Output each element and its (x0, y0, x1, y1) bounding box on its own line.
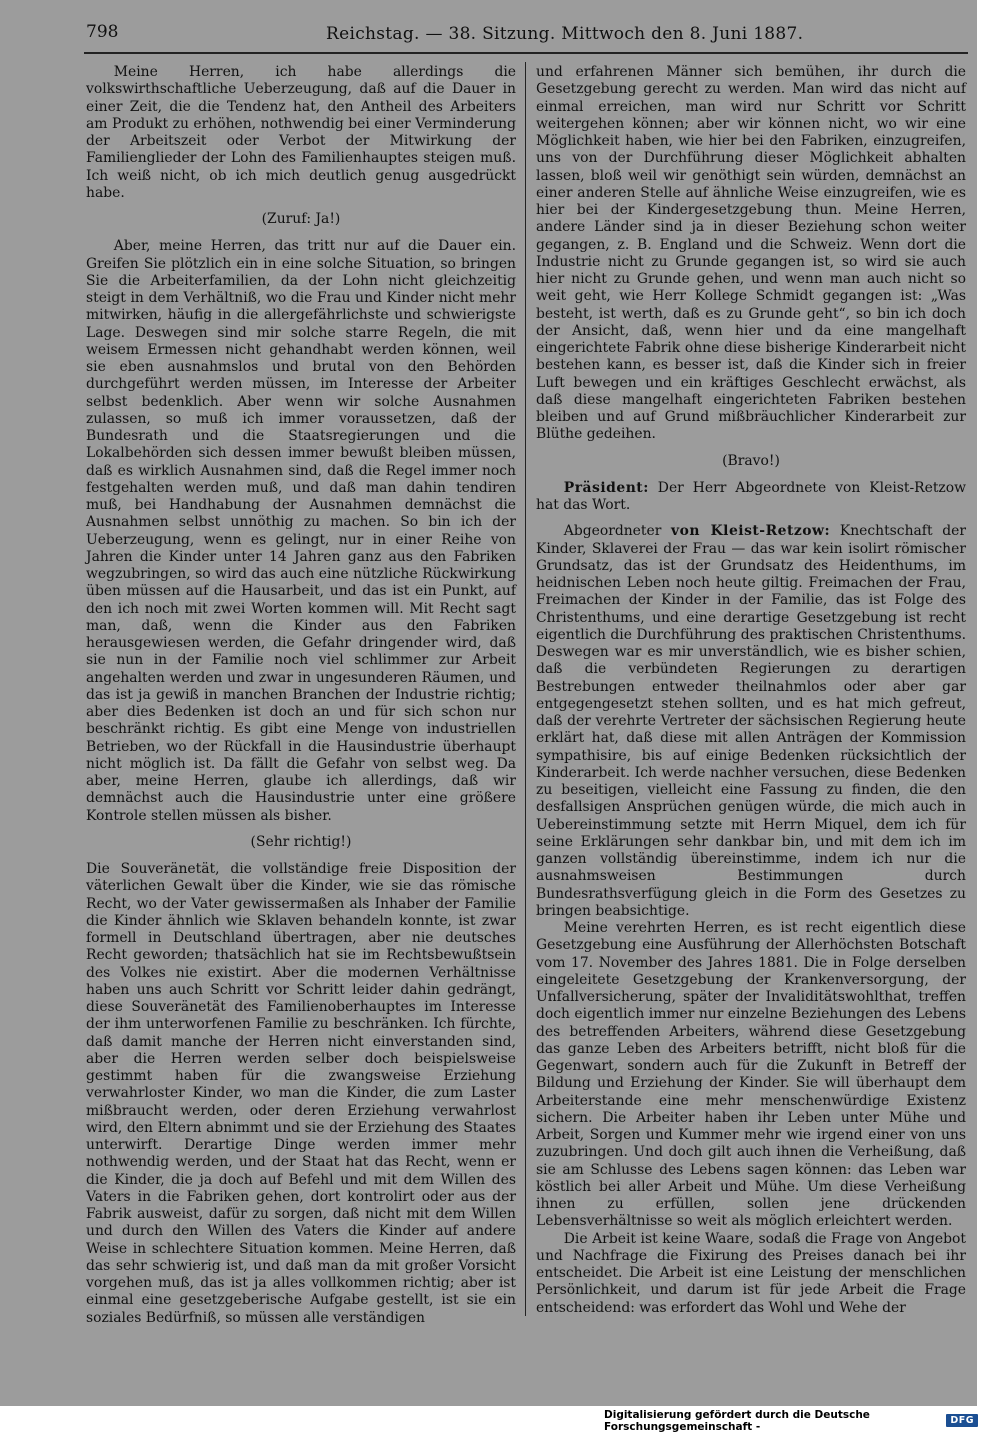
interjection: (Sehr richtig!) (250, 833, 352, 850)
digitization-footer (604, 1408, 978, 1433)
page-number: 798 (86, 22, 119, 42)
speaker-label-president: Präsident: (563, 479, 649, 496)
speaker-name: von Kleist-Retzow: (671, 523, 831, 540)
speaker-prefix: Abgeordneter (563, 523, 672, 540)
header-rule (84, 52, 968, 54)
president-text: Der Herr Abgeordnete von Kleist-Retzow hat das Wort. (536, 479, 966, 513)
paragraph: Meine Herren, ich habe allerdings die volkswirthschaftliche Ueberzeugung, daß auf die Dauer in einer Zeit, die die Tendenz hat, den Antheil des Arbeiters am Produkt zu erhöhen, nothwendig bei einer Verminderung der Arbeitszeit oder Verbot der Mitwirkung der Familienglieder der Lohn des Familienhauptes steigen muß. Ich weiß nicht, ob ich mich deutlich genug ausgedrückt habe. (86, 64, 516, 201)
paragraph: Aber, meine Herren, das tritt nur auf die Dauer ein. Greifen Sie plötzlich ein in eine solche Situation, so bringen Sie die Arbeiterfamilien, da der Lohn nicht gleichzeitig steigt in dem Verhältniß, wo die Frau und Kinder nicht mehr mitwirken, häufig in die allergefährlichste und schwierigste Lage. Deswegen sind mir solche starre Regeln, die mit weisem Ermessen nicht gehandhabt werden können, weil sie eben ausnahmslos und brutal von den Behörden durchgeführt werden müssen, im Interesse der Arbeiter selbst bedenklich. Aber wenn wir solche Ausnahmen zulassen, so muß ich immer voraussetzen, daß der Bundesrath und die Staatsregierungen und die Lokalbehörden sich dessen immer bewußt bleiben müssen, daß es wirklich Ausnahmen sind, daß die Regel immer noch festgehalten werden muß, und daß man dahin tendiren muß, bei Handhabung der Ausnahmen demnächst die Ausnahmen selbst unnöthig zu machen. So bin ich der Ueberzeugung, wenn es gelingt, nur in einer Reihe von Jahren die Kinder unter 14 Jahren ganz aus den Fabriken wegzubringen, so wird das auch eine nützliche Rückwirkung üben müssen auf die Hausarbeit, und das ist ein Punkt, auf den ich noch mit zwei Worten kommen will. Mit Recht sagt man, daß, wenn die Kinder aus den Fabriken herausgewiesen werden, die Gefahr dringender wird, daß sie nun in der Familie noch viel schlimmer zur Arbeit angehalten werden und zwar in ungesunderen Räumen, und das ist ja gewiß in manchen Branchen der Industrie richtig; aber dies Bedenken ist doch an und für sich schon nur beschränkt richtig. Es gibt eine Menge von industriellen Betrieben, wo der Rückfall in die Hausindustrie überhaupt nicht möglich ist. Da fällt die Gefahr von selbst weg. Da aber, meine Herren, glaube ich allerdings, daß wir demnächst auch die Hausindustrie unter eine größere Kontrole stellen müssen als bisher. (86, 238, 516, 824)
left-column (86, 64, 516, 1327)
interjection: (Bravo!) (722, 452, 780, 469)
column-divider (525, 62, 526, 1316)
president-paragraph (536, 480, 966, 515)
speech-paragraph (536, 523, 966, 920)
speech-text: Knechtschaft der Kinder, Sklaverei der Frau — das war kein isolirt römischer Grundsatz, das ist der Grundsatz des Heidenthums, im heidnischen Leben noch heute giltig. Freimachen der Frau, Freimachen der Kinder in der Familie, das ist Folge des Christenthums, und eine derartige Gesetzgebung ist recht eigentlich die Durchführung des praktischen Christenthums. Deswegen war es mir unverständlich, wie es bisher schien, daß die verbündeten Regierungen zu derartigen Bestrebungen entweder theilnahmlos oder aber gar entgegengesetzt stehen sollten, und es hat mich gefreut, daß der verehrte Vertreter der sächsischen Regierung heute erklärt hat, daß diese mit allen Anträgen der Kommission sympathisire, bis auf einige Bedenken rücksichtlich der Kinderarbeit. Ich werde nachher versuchen, diese Bedenken zu beseitigen, vielleicht eine Fassung zu finden, die den desfallsigen Ansprüchen genügen würde, die mich auch in Uebereinstimmung setzte mit Herrn Miquel, dem ich für seine Erklärungen sehr dankbar bin, und mit dem ich im ganzen vollständig übereinstimme, indem ich nur die ausnahmsweisen Bestimmungen durch Bundesrathsverfügung gleich in die Form des Gesetzes zu bringen beabsichtige. (536, 523, 966, 919)
paragraph: Die Souveränetät, die vollständige freie Disposition der väterlichen Gewalt über die Kinder, wie sie das römische Recht, wo der Vater gewissermaßen als Inhaber der Familie die Kinder ähnlich wie Sklaven behandeln konnte, ist zwar formell in Deutschland übertragen, aber nie deutsches Recht geworden; thatsächlich hat sie im Rechtsbewußtsein des Volkes nie existirt. Aber die modernen Verhältnisse haben uns auch Schritt vor Schritt leider dahin gedrängt, diese Souveränetät des Familienoberhauptes im Interesse der ihm unterworfenen Familie zu beschränken. Ich fürchte, daß damit manche der Herren nicht einverstanden sind, aber die Herren werden selber doch beispielsweise gestimmt haben für die zwangsweise Erziehung verwahrloster Kinder, wo man die Kinder, die zum Laster mißbraucht werden, oder deren Erziehung verwahrlost wird, den Eltern abnimmt und sie der Erziehung des Staates unterwirft. Derartige Dinge werden immer mehr nothwendig werden, und der Staat hat das Recht, wenn er die Kinder, die ja doch auf Befehl und mit dem Willen des Vaters in die Fabriken gehen, dort kontrolirt oder aus der Fabrik ausweist, dafür zu sorgen, daß nicht mit dem Willen und durch den Willen des Vaters die Kinder auf andere Weise in schlechtere Situation kommen. Meine Herren, daß das sehr schwierig ist, und daß man da mit großer Vorsicht vorgehen muß, das ist ja alles vollkommen richtig; aber ist einmal eine gesetzgeberische Aufgabe gestellt, ist sie ein soziales Bedürfniß, so müssen alle verständigen (86, 861, 516, 1326)
page-header (86, 20, 978, 48)
interjection: (Zuruf: Ja!) (261, 211, 341, 227)
dfg-logo: DFG (946, 1414, 978, 1427)
right-column (536, 64, 966, 1317)
paragraph: und erfahrenen Männer sich bemühen, ihr durch die Gesetzgebung gerecht zu werden. Man wird das nicht auf einmal erreichen, man wird nur Schritt vor Schritt weitergehen können; aber wir können nicht, wo wir eine Möglichkeit haben, wie hier bei den Fabriken, einzugreifen, uns von der Durchführung dieser Möglichkeit abhalten lassen, bloß weil wir genöthigt sein würden, demnächst an einer anderen Stelle auf ähnliche Weise einzugreifen, wie es hier bei der Kindergesetzgebung thun. Meine Herren, andere Länder sind ja in dieser Beziehung schon weiter gegangen, z. B. England und die Schweiz. Wenn dort die Industrie nicht zu Grunde gegangen ist, so wird sie auch hier nicht zu Grunde gehen, und wenn man auch nicht so weit geht, wie Herr Kollege Schmidt gegangen ist: „Was besteht, ist werth, daß es zu Grunde geht“, so bin ich doch der Ansicht, daß, wenn hier und da eine mangelhaft eingerichtete Fabrik ohne diese bisherige Kinderarbeit nicht bestehen kann, es besser ist, daß die Kinder sich in freier Luft bewegen und ein kräftiges Geschlecht erwächst, als daß diese mangelhaft eingerichteten Fabriken bestehen bleiben und auf Grund mißbräuchlicher Kinderarbeit zur Blüthe gedeihen. (536, 64, 966, 443)
footer-credit: Digitalisierung gefördert durch die Deutsche Forschungsgemeinschaft - (604, 1408, 870, 1433)
paragraph: Die Arbeit ist keine Waare, sodaß die Frage von Angebot und Nachfrage die Fixirung des Preises danach bei ihr entscheidet. Die Arbeit ist eine Leistung der menschlichen Persönlichkeit, und darum ist für jede Arbeit die Frage entscheidend: was erfordert das Wohl und Wehe der (536, 1230, 966, 1316)
paragraph: Meine verehrten Herren, es ist recht eigentlich diese Gesetzgebung eine Ausführung der Allerhöchsten Botschaft vom 17. November des Jahres 1881. Die in Folge derselben eingeleitete Gesetzgebung der Krankenversorgung, der Unfallversicherung, später der Invaliditätswohlthat, treffen doch eigentlich immer nur einzelne Beziehungen des Lebens des betreffenden Arbeiters, während diese Gesetzgebung das ganze Leben des Arbeiters betrifft, nicht bloß für die Gegenwart, sondern auch für die Zukunft in Betreff der Bildung und Erziehung der Kinder. Sie will überhaupt dem Arbeiterstande eine mehr menschenwürdige Existenz sichern. Die Arbeiter haben ihr Leben unter Mühe und Arbeit, Sorgen und Kummer mehr wie irgend einer von uns zuzubringen. Und doch gilt auch ihnen die Verheißung, daß sie am Schlusse des Lebens sagen können: das Leben war köstlich bei aller Arbeit und Mühe. Um diese Verheißung ihnen zu erfüllen, sollen jene drückenden Lebensverhältnisse so weit als möglich erleichtert werden. (536, 920, 966, 1230)
running-title: Reichstag. — 38. Sitzung. Mittwoch den 8. Juni 1887. (326, 24, 804, 44)
